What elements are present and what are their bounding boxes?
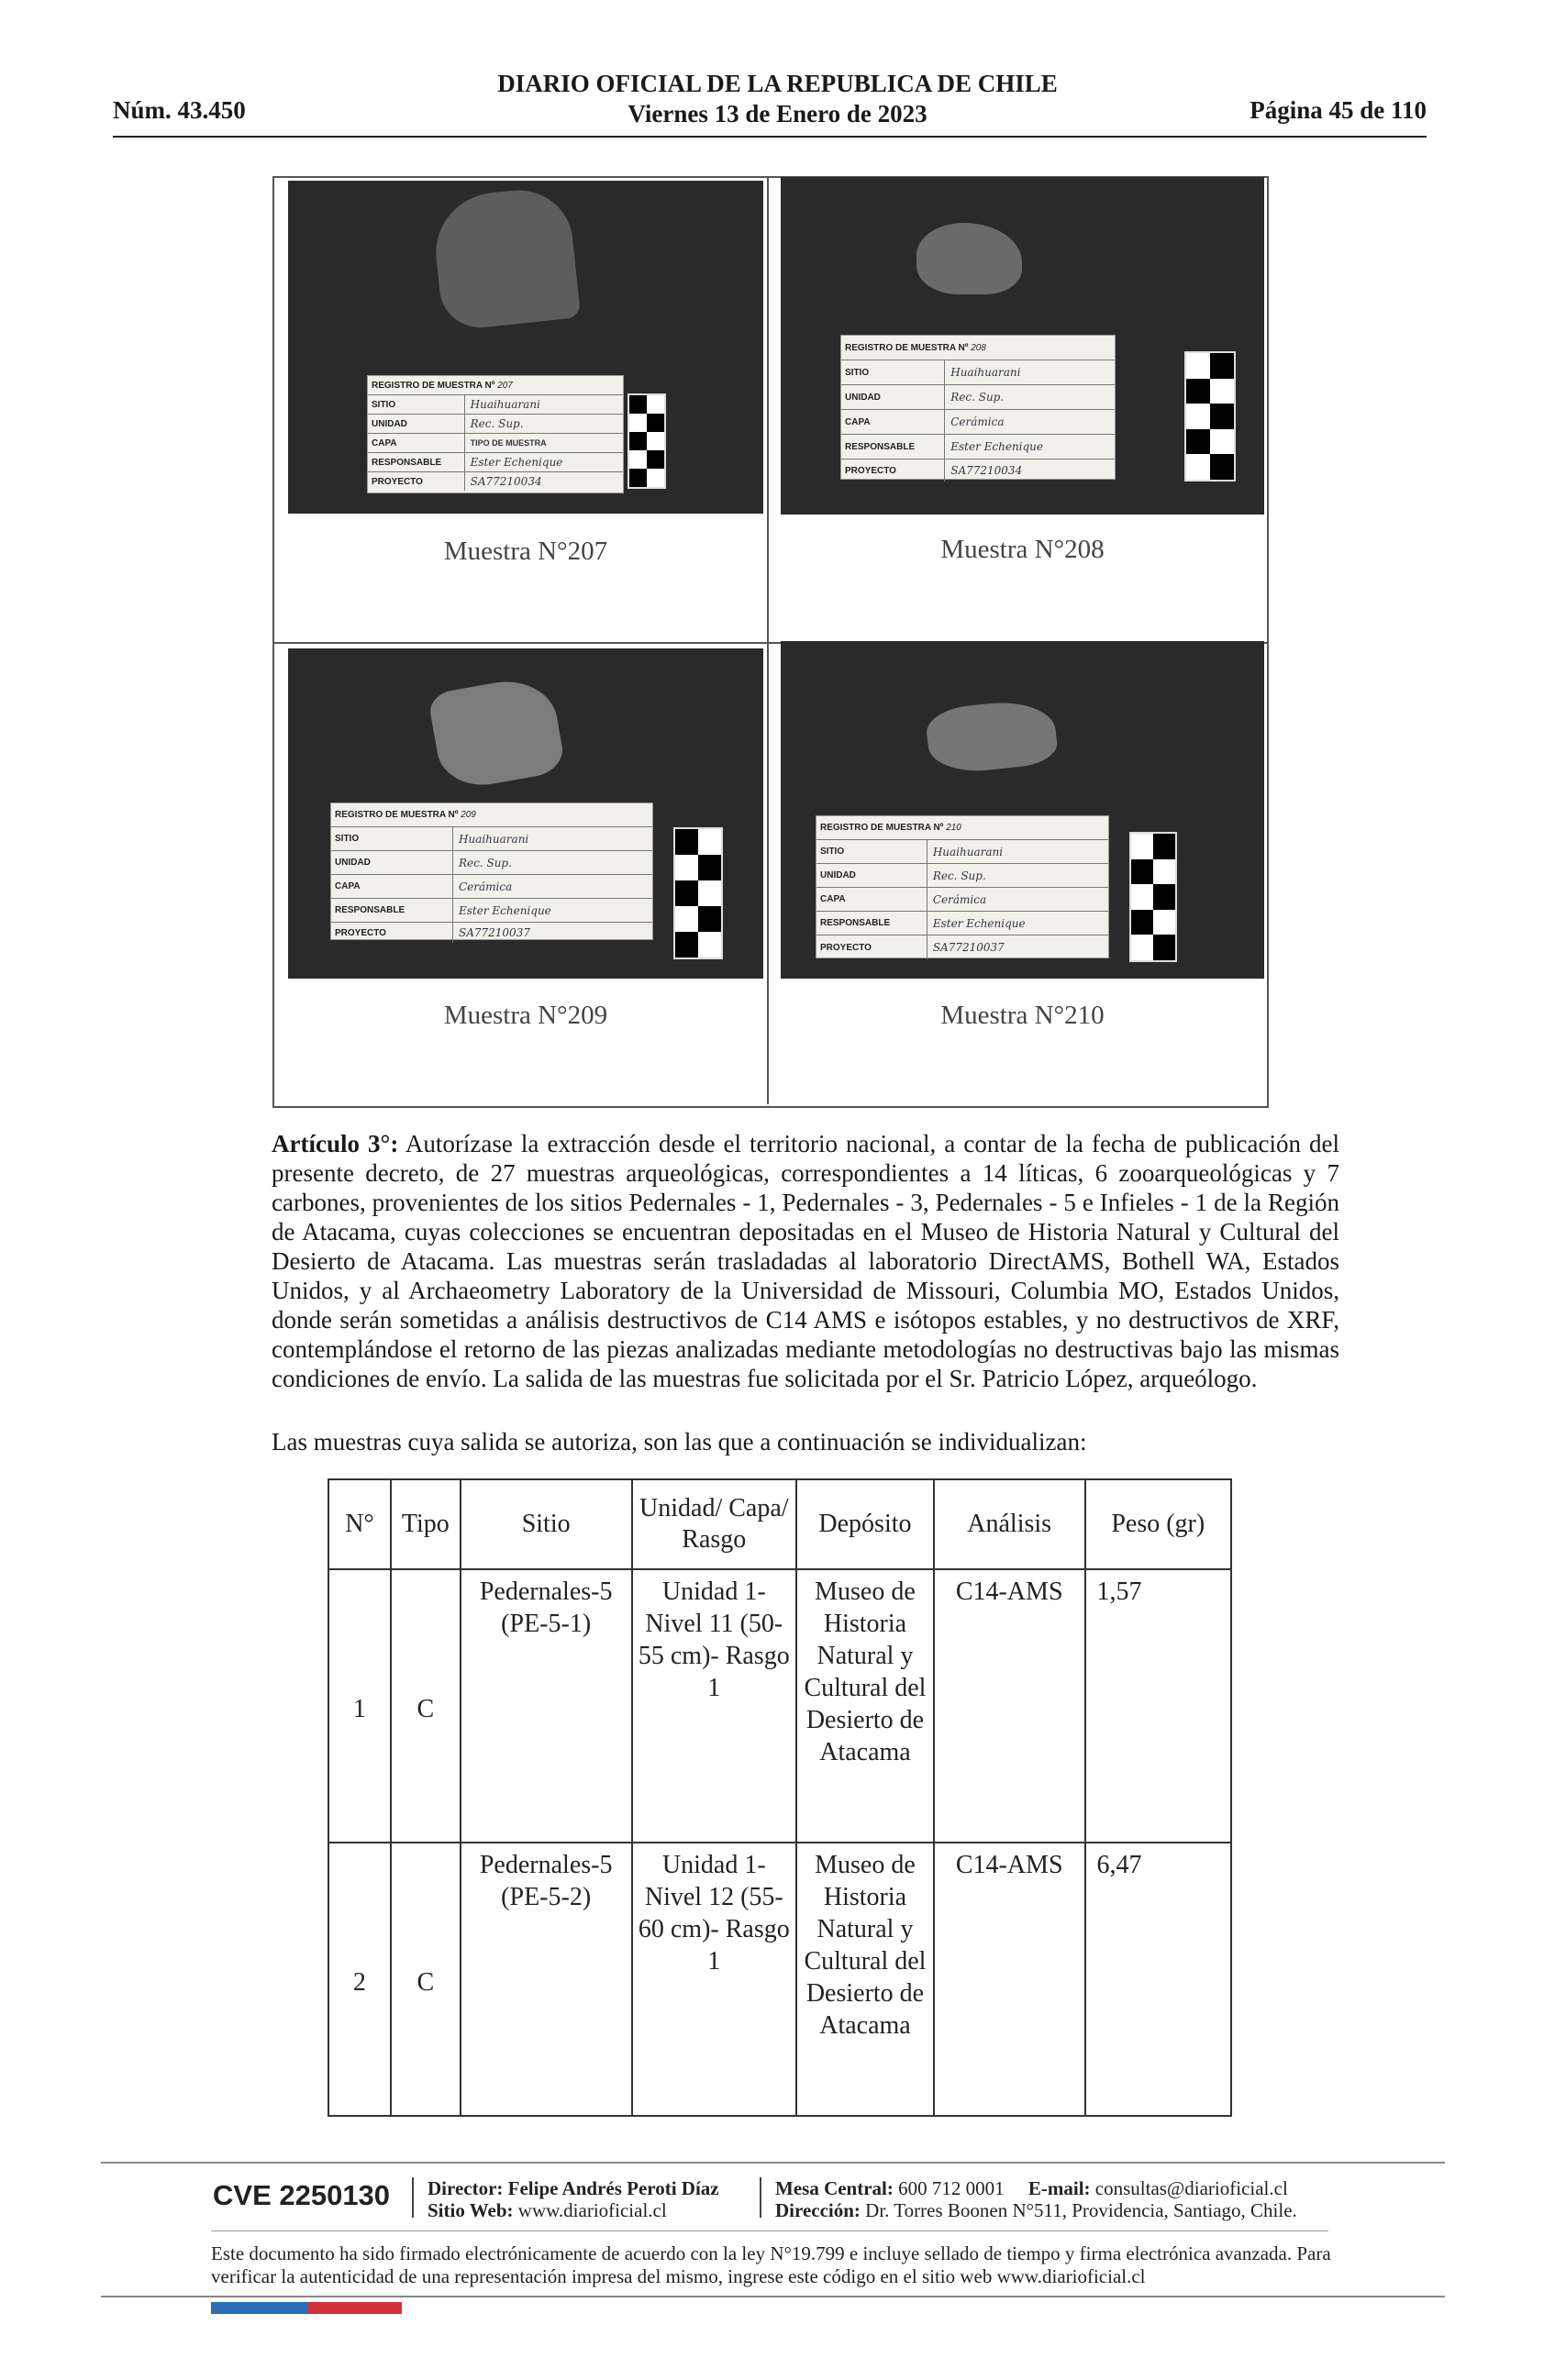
cell-weight: 6,47 — [1085, 1843, 1232, 2116]
footer-bottom-rule — [101, 2296, 1445, 2297]
cell-number: 2 — [328, 1843, 391, 2116]
address: Dr. Torres Boonen N°511, Providencia, Santiago, Chile. — [865, 2199, 1297, 2221]
footer-separator — [412, 2177, 414, 2218]
footer-top-rule — [101, 2162, 1445, 2164]
photo-caption-207: Muestra N°207 — [443, 537, 608, 566]
photo-caption-210: Muestra N°210 — [940, 1001, 1105, 1030]
cell-deposit: Museo de Historia Natural y Cultural del Desierto de Atacama — [796, 1569, 934, 1843]
cve-code: CVE 2250130 — [213, 2179, 391, 2211]
col-header: Tipo — [391, 1479, 461, 1569]
article-body: Autorízase la extracción desde el territorio nacional, a contar de la fecha de publicación del presente decreto, de 27 muestras arqueológicas, correspondientes a 14 líticas, 6 zooarqueológicas y 7 carbones, provenientes de los sitios Pedernales - 1, Pedernales - 3, Pedernales - 5 e Infieles - 1 de la Región de Atacama, cuyas colecciones se encuentran depositadas en el Museo de Historia Natural y Cultural del Desierto de Atacama. Las muestras serán trasladadas al laboratorio DirectAMS, Bothell WA, Estados Unidos, y al Archaeometry Laboratory de la Universidad de Missouri, Columbia MO, Estados Unidos, donde serán sometidas a análisis destructivos de C14 AMS e isótopos estables, y no destructivos de XRF, contemplándose el retorno de las piezas analizadas mediante metodologías no destructivas bajo las mismas condiciones de envío. La salida de las muestras fue solicitada por el Sr. Patricio López, arqueólogo. — [272, 1130, 1340, 1392]
cell-analysis: C14-AMS — [934, 1569, 1085, 1843]
col-header: Depósito — [796, 1479, 934, 1569]
cell-number: 1 — [328, 1569, 391, 1843]
sample-photo-209 — [288, 648, 763, 979]
table-intro-text — [272, 1427, 1339, 1456]
cell-site: Pedernales-5 (PE-5-1) — [461, 1569, 632, 1843]
footer-contact-block: Mesa Central: 600 712 0001 E-mail: consultas@diarioficial.cl Dirección: Dr. Torres Boonen N°511, Providencia, Santiago, Chile. — [775, 2177, 1297, 2221]
col-header: Peso (gr) — [1085, 1479, 1232, 1569]
scale-bar — [1129, 832, 1177, 962]
email-link[interactable]: consultas@diarioficial.cl — [1094, 2177, 1288, 2199]
sample-photo-208 — [781, 177, 1264, 515]
page-number: Página 45 de 110 — [1250, 96, 1427, 124]
article-3-paragraph — [272, 1129, 1339, 1393]
cell-weight: 1,57 — [1085, 1569, 1232, 1843]
scale-bar — [628, 393, 666, 489]
samples-table — [328, 1478, 1232, 2117]
cell-type: C — [391, 1569, 461, 1843]
table-intro: Las muestras cuya salida se autoriza, son las que a continuación se individualizan: — [272, 1428, 1087, 1456]
signature-notice: Este documento ha sido firmado electrónicamente de acuerdo con la ley N°19.799 e incluye sellado de tiempo y firma electrónica avanzada. Para verificar la autenticidad de una representación impresa del mismo, ingrese este código en el sitio web www.diarioficial.cl — [211, 2242, 1331, 2287]
issue-date: Viernes 13 de Enero de 2023 — [628, 100, 927, 127]
scale-bar — [673, 827, 723, 959]
sample-label-card: REGISTRO DE MUESTRA Nº 208 SITIO Huaihuarani UNIDAD Rec. Sup. CAPA Cerámica RESPONSABLE Ester Echenique PROYECTO SA77210034 — [840, 335, 1116, 480]
sample-fragment-image — [430, 185, 581, 332]
sample-photo-210 — [781, 641, 1264, 979]
table-row — [328, 1569, 1231, 1843]
col-header: Unidad/ Capa/ Rasgo — [632, 1479, 797, 1569]
cell-type: C — [391, 1843, 461, 2116]
flag-blue-stripe — [211, 2302, 307, 2314]
table-row — [328, 1843, 1231, 2116]
footer-separator — [760, 2177, 761, 2218]
photo-caption-208: Muestra N°208 — [940, 535, 1105, 564]
cell-deposit: Museo de Historia Natural y Cultural del Desierto de Atacama — [796, 1843, 934, 2116]
article-heading: Artículo 3°: — [272, 1130, 399, 1157]
newspaper-title: DIARIO OFICIAL DE LA REPUBLICA DE CHILE — [497, 70, 1058, 97]
website-link[interactable]: www.diarioficial.cl — [517, 2199, 667, 2221]
sample-label-card: REGISTRO DE MUESTRA Nº 207 SITIO Huaihuarani UNIDAD Rec. Sup. CAPA TIPO DE MUESTRA RESPONSABLE Ester Echenique PROYECTO SA77210034 — [367, 375, 624, 493]
photo-caption-209: Muestra N°209 — [443, 1001, 608, 1030]
scale-bar — [1184, 351, 1236, 482]
cell-site: Pedernales-5 (PE-5-2) — [461, 1843, 632, 2116]
cell-unit: Unidad 1- Nivel 12 (55- 60 cm)- Rasgo 1 — [632, 1843, 797, 2116]
director-name: Felipe Andrés Peroti Díaz — [507, 2177, 719, 2199]
issue-number: Núm. 43.450 — [113, 96, 246, 124]
table-header-row — [328, 1479, 1231, 1569]
sample-label-card: REGISTRO DE MUESTRA Nº 209 SITIO Huaihuarani UNIDAD Rec. Sup. CAPA Cerámica RESPONSABLE Ester Echenique PROYECTO SA77210037 — [330, 803, 653, 940]
col-header: N° — [328, 1479, 391, 1569]
sample-fragment-image — [925, 697, 1060, 776]
col-header: Sitio — [461, 1479, 632, 1569]
cell-analysis: C14-AMS — [934, 1843, 1085, 2116]
header-divider — [113, 136, 1427, 138]
sample-fragment-image — [428, 673, 567, 792]
phone-number: 600 712 0001 — [898, 2177, 1005, 2199]
sample-fragment-image — [916, 223, 1022, 294]
sample-label-card: REGISTRO DE MUESTRA Nº 210 SITIO Huaihuarani UNIDAD Rec. Sup. CAPA Cerámica RESPONSABLE Ester Echenique PROYECTO SA77210037 — [816, 815, 1109, 958]
photo-grid-vertical-divider — [767, 176, 769, 1104]
footer-director-block: Director: Felipe Andrés Peroti Díaz Sitio Web: www.diarioficial.cl — [428, 2177, 719, 2221]
cell-unit: Unidad 1- Nivel 11 (50- 55 cm)- Rasgo 1 — [632, 1569, 797, 1843]
flag-red-stripe — [307, 2302, 402, 2314]
col-header: Análisis — [934, 1479, 1085, 1569]
sample-photo-207 — [288, 181, 763, 514]
